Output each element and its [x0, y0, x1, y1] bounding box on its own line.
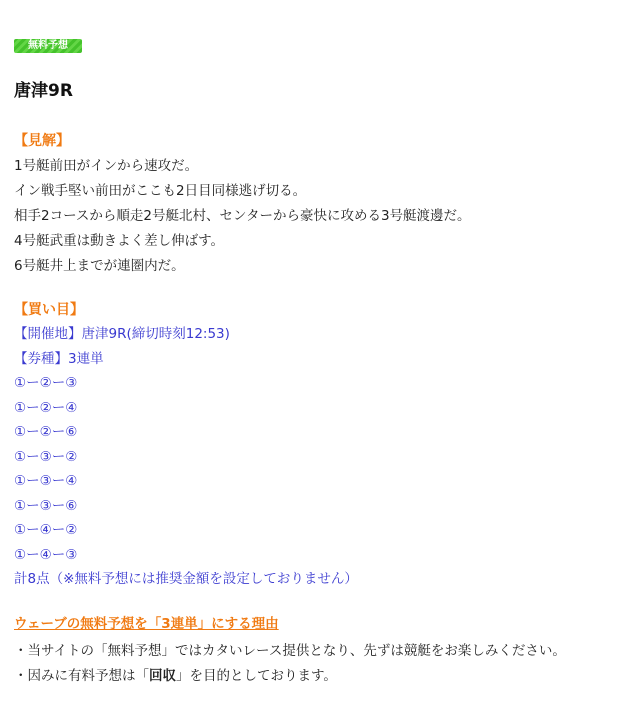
analysis-line: 相手2コースから順走2号艇北村、センターから豪快に攻める3号艇渡邊だ。 — [14, 208, 471, 224]
picks-list — [14, 322, 358, 592]
analysis-line: 1号艇前田がインから速攻だ。 — [14, 158, 199, 174]
combo-line: ①ー④ー③ — [14, 546, 78, 563]
free-prediction-badge: 無料予想 — [14, 39, 82, 53]
analysis-heading: 【見解】 — [14, 133, 70, 149]
ticket-type-label: 【券種】 — [14, 350, 68, 367]
race-title: 唐津9R — [14, 81, 73, 101]
reason-notes — [14, 639, 566, 689]
combo-line: ①ー②ー③ — [14, 375, 78, 391]
ticket-type-line — [14, 347, 358, 372]
reason-note-2-pre: ・因みに有料予想は「 — [14, 668, 149, 684]
analysis-body — [14, 154, 471, 279]
picks-heading: 【買い目】 — [14, 302, 84, 318]
reason-note-2 — [14, 664, 566, 689]
total-line: 計8点（※無料予想には推奨金額を設定しておりません） — [14, 571, 358, 587]
reason-note-2-bold: 回収 — [149, 668, 176, 684]
combo-line: ①ー②ー⑥ — [14, 424, 78, 440]
analysis-line: イン戦手堅い前田がここも2日目同様逃げ切る。 — [14, 183, 307, 199]
combo-line: ①ー②ー④ — [14, 399, 78, 416]
analysis-line: 6号艇井上までが連圏内だ。 — [14, 258, 185, 274]
reason-note-1: ・当サイトの「無料予想」ではカタいレース提供となり、先ずは競艇をお楽しみください。 — [14, 643, 566, 659]
combo-line: ①ー④ー② — [14, 522, 78, 538]
combo-line: ①ー③ー② — [14, 448, 78, 465]
combo-line: ①ー③ー④ — [14, 473, 78, 489]
reason-note-2-post: 」を目的としております。 — [176, 668, 337, 684]
analysis-line: 4号艇武重は動きよく差し伸ばす。 — [14, 233, 225, 249]
venue-label: 【開催地】 — [14, 326, 82, 342]
venue-value: 唐津9R(締切時刻12:53) — [81, 326, 230, 342]
venue-line — [14, 322, 358, 347]
ticket-type-value: 3連単 — [68, 350, 104, 367]
reason-heading: ウェーブの無料予想を「3連単」にする理由 — [14, 616, 279, 632]
combo-line: ①ー③ー⑥ — [14, 497, 78, 514]
